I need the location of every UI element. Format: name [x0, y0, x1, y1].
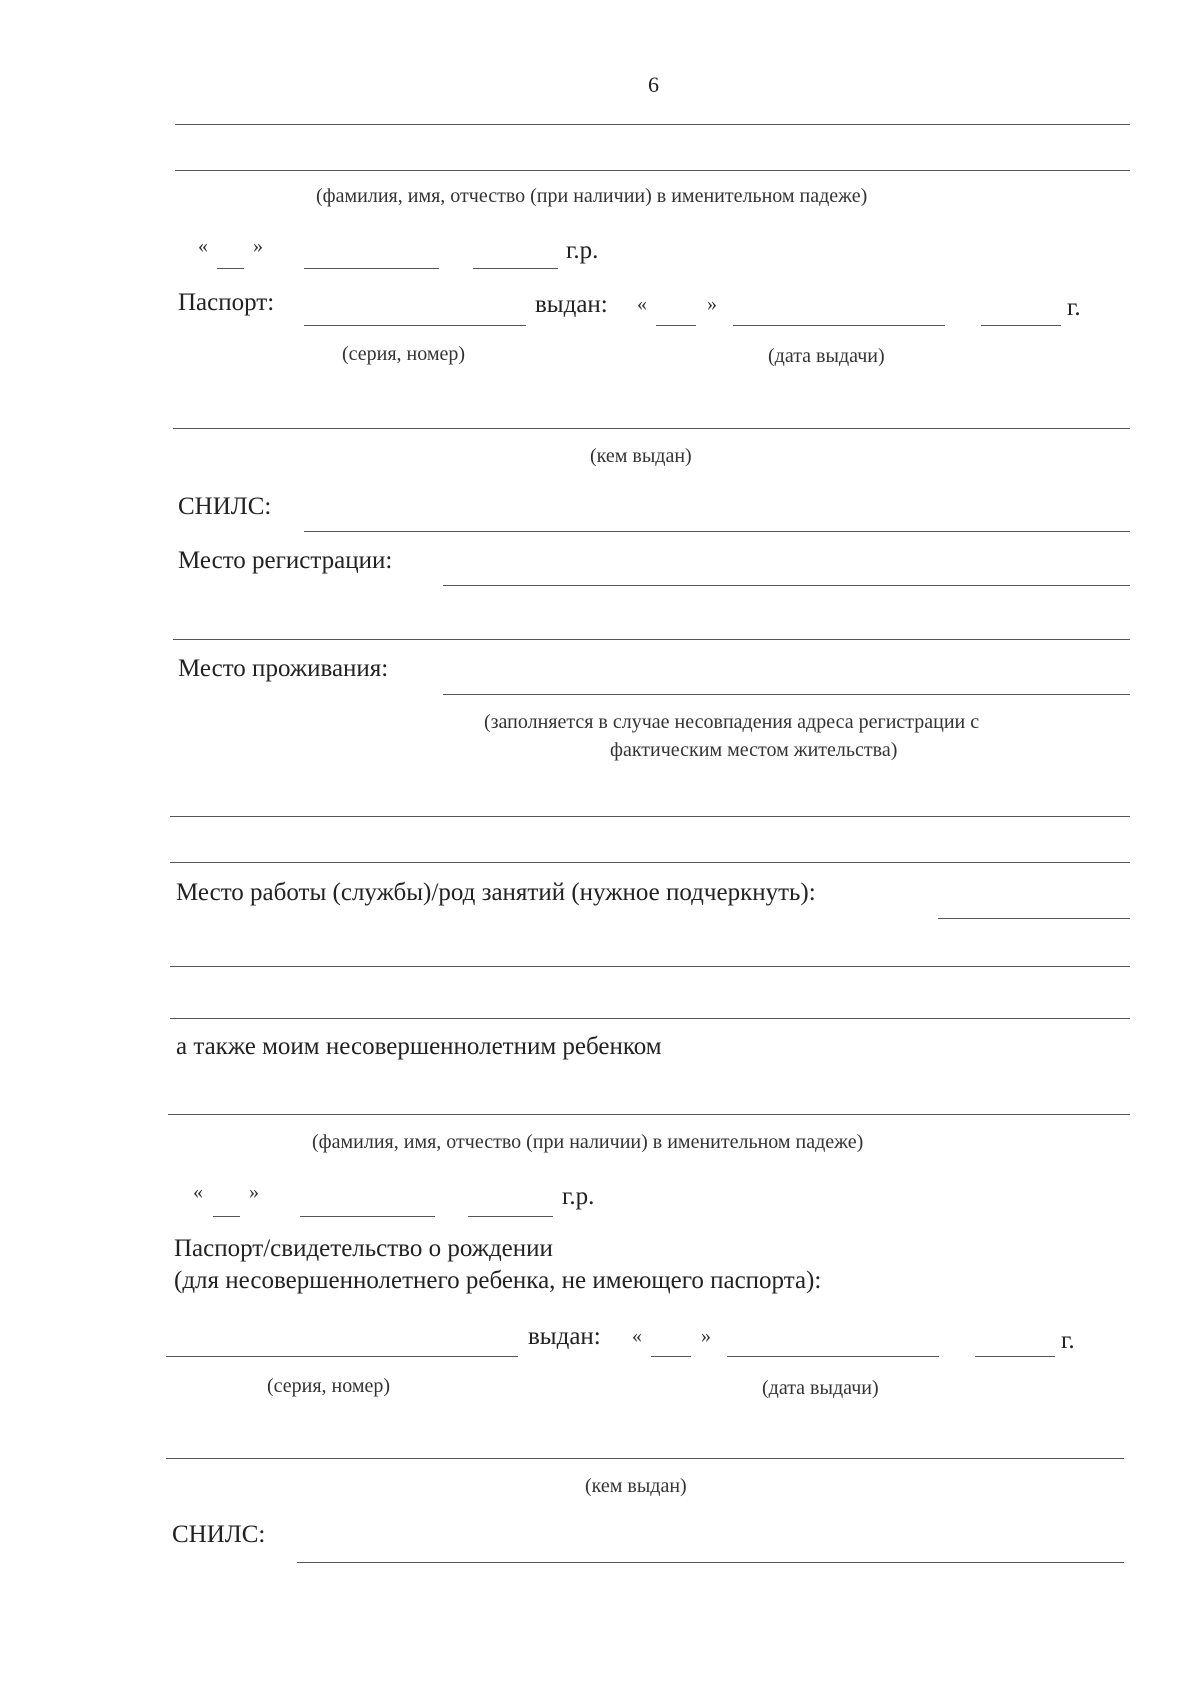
work-label: Место работы (службы)/род занятий (нужное подчеркнуть): [176, 879, 816, 906]
birth-day-field[interactable] [217, 268, 244, 269]
registration-label: Место регистрации: [178, 547, 393, 574]
child-fio-line[interactable] [168, 1114, 1130, 1115]
series-caption: (серия, номер) [342, 343, 466, 365]
issued-month-field[interactable] [733, 325, 945, 326]
child-birth-day-field[interactable] [213, 1216, 240, 1217]
child-snils-label: СНИЛС: [172, 1521, 266, 1548]
child-snils-field[interactable] [297, 1562, 1124, 1563]
issued-quote-open: « [637, 293, 647, 315]
fio-line-1[interactable] [175, 124, 1130, 125]
date-caption: (дата выдачи) [768, 345, 885, 367]
passport-series-field[interactable] [304, 325, 526, 326]
child-series-caption: (серия, номер) [267, 1375, 391, 1397]
work-field-3[interactable] [170, 1018, 1130, 1019]
residence-field-1[interactable] [443, 694, 1130, 695]
child-birth-suffix: г.р. [562, 1183, 595, 1210]
residence-label: Место проживания: [178, 655, 389, 682]
child-series-field[interactable] [166, 1356, 518, 1357]
snils-field[interactable] [304, 531, 1130, 532]
child-issued-quote-close: » [701, 1325, 711, 1347]
child-fio-caption: (фамилия, имя, отчество (при наличии) в именительном падеже) [312, 1131, 864, 1153]
residence-note-line2: фактическим местом жительства) [610, 739, 898, 761]
issued-year-suffix: г. [1067, 294, 1081, 321]
registration-field-2[interactable] [173, 639, 1130, 640]
child-issuer-caption: (кем выдан) [585, 1475, 687, 1497]
issued-label: выдан: [535, 291, 608, 318]
work-field-2[interactable] [170, 966, 1130, 967]
child-intro: а также моим несовершеннолетним ребенком [176, 1033, 662, 1060]
child-issuer-field[interactable] [166, 1458, 1124, 1459]
child-birth-year-field[interactable] [468, 1216, 553, 1217]
child-issued-quote-open: « [632, 1325, 642, 1347]
work-field-1[interactable] [938, 918, 1130, 919]
registration-field-1[interactable] [443, 585, 1130, 586]
child-date-caption: (дата выдачи) [762, 1377, 879, 1399]
residence-field-3[interactable] [170, 862, 1130, 863]
child-issued-label: выдан: [528, 1323, 601, 1350]
birth-year-field[interactable] [473, 268, 558, 269]
fio-caption: (фамилия, имя, отчество (при наличии) в именительном падеже) [316, 185, 868, 207]
issuer-field[interactable] [173, 428, 1130, 429]
child-issued-year-field[interactable] [975, 1356, 1055, 1357]
passport-label: Паспорт: [178, 289, 275, 316]
residence-field-2[interactable] [170, 816, 1130, 817]
snils-label: СНИЛС: [178, 493, 272, 520]
child-document-label-line2: (для несовершеннолетнего ребенка, не имеющего паспорта): [174, 1267, 822, 1294]
child-issued-day-field[interactable] [651, 1356, 691, 1357]
child-document-label-line1: Паспорт/свидетельство о рождении [174, 1235, 553, 1262]
issued-year-field[interactable] [981, 325, 1061, 326]
fio-line-2[interactable] [175, 170, 1130, 171]
residence-note-line1: (заполняется в случае несовпадения адреса регистрации с [484, 711, 980, 733]
child-birth-quote-open: « [193, 1181, 203, 1203]
child-birth-quote-close: » [249, 1181, 259, 1203]
child-issued-year-suffix: г. [1061, 1327, 1075, 1354]
issued-day-field[interactable] [656, 325, 696, 326]
issued-quote-close: » [707, 293, 717, 315]
birth-quote-open: « [198, 235, 208, 257]
birth-suffix: г.р. [566, 237, 599, 264]
birth-quote-close: » [253, 235, 263, 257]
page-number: 6 [648, 72, 659, 97]
child-birth-month-field[interactable] [300, 1216, 435, 1217]
issuer-caption: (кем выдан) [590, 445, 692, 467]
birth-month-field[interactable] [304, 268, 439, 269]
child-issued-month-field[interactable] [727, 1356, 939, 1357]
